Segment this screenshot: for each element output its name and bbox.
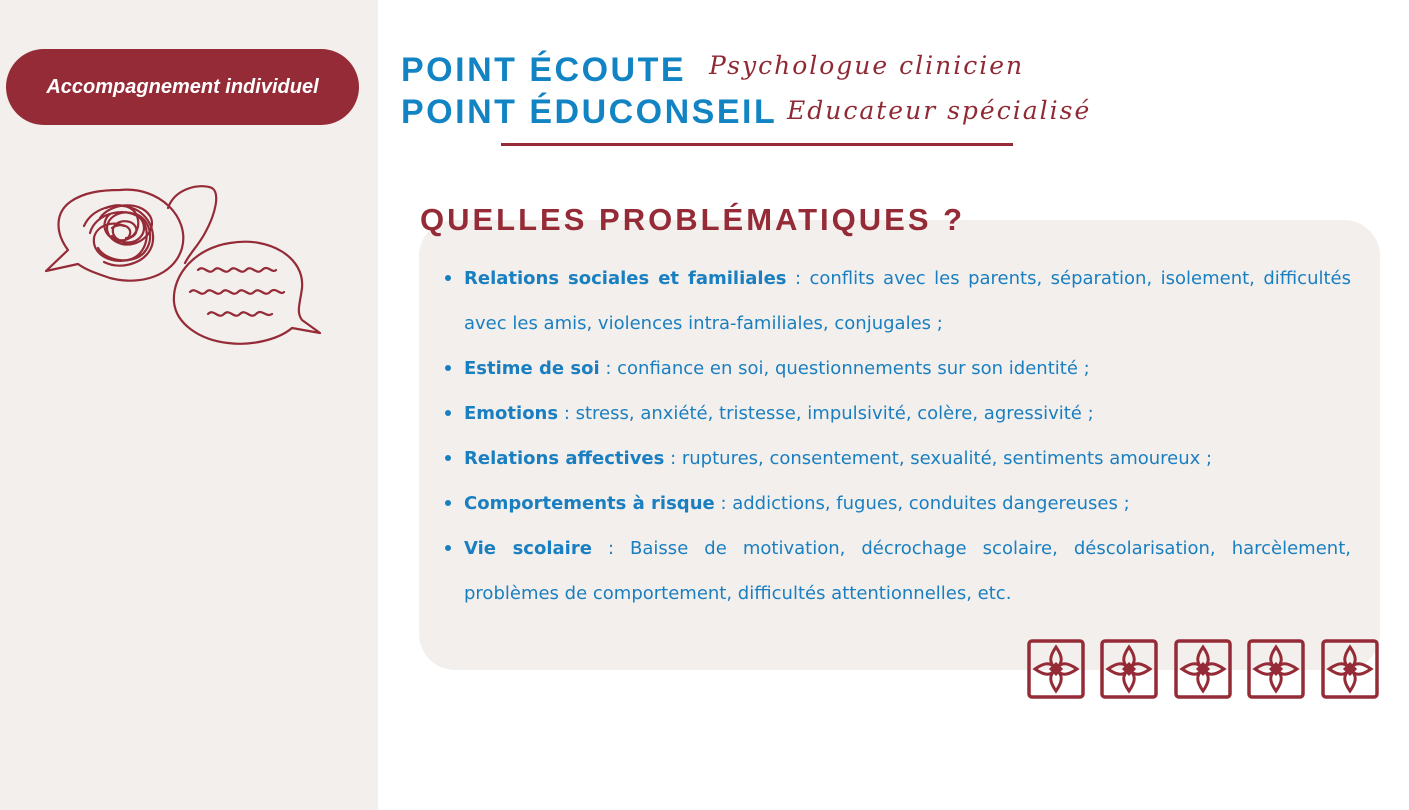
list-item (443, 391, 1351, 436)
subtitle-psychologue: Psychologue clinicien (709, 51, 1025, 80)
floral-tile-icon (1174, 639, 1232, 699)
title-underline (501, 143, 1013, 146)
list-item-text: : Baisse de motivation, décrochage scolaire, déscolarisation, harcèlement, problèmes de comportement, difficultés attentionnelles, etc. (464, 538, 1351, 604)
section-badge-label: Accompagnement individuel (46, 75, 319, 98)
list-item (443, 526, 1351, 616)
list-item-text: : confiance en soi, questionnements sur son identité ; (599, 358, 1090, 379)
tangled-speech-bubbles-icon (40, 178, 330, 353)
list-item (443, 481, 1351, 526)
list-item-term: Vie scolaire (464, 538, 592, 559)
list-item (443, 436, 1351, 481)
section-badge (6, 49, 359, 125)
list-item-term: Emotions (464, 403, 559, 424)
list-item-text: : addictions, fugues, conduites dangereuses ; (714, 493, 1130, 514)
list-item-term: Estime de soi (464, 358, 600, 379)
floral-tile-icon (1100, 639, 1158, 699)
subtitle-educateur: Educateur spécialisé (787, 96, 1092, 125)
list-item-term: Relations sociales et familiales (464, 268, 787, 289)
list-item-term: Comportements à risque (464, 493, 715, 514)
list-item-text: : ruptures, consentement, sexualité, sentiments amoureux ; (664, 448, 1213, 469)
list-item-text: : stress, anxiété, tristesse, impulsivité, colère, agressivité ; (558, 403, 1094, 424)
floral-tile-icon (1247, 639, 1305, 699)
problem-list (443, 256, 1351, 616)
sidebar (0, 0, 378, 810)
decorative-tiles (1027, 639, 1380, 699)
floral-tile-icon (1027, 639, 1085, 699)
list-item-term: Relations affectives (464, 448, 665, 469)
list-item-text: : conflits avec les parents, séparation, isolement, difficultés avec les amis, violences intra-familiales, conjugales ; (464, 268, 1351, 334)
title-point-educonseil: POINT ÉDUCONSEIL (401, 93, 778, 131)
section-heading: QUELLES PROBLÉMATIQUES ? (420, 202, 966, 237)
list-item (443, 346, 1351, 391)
list-item (443, 256, 1351, 346)
title-point-ecoute: POINT ÉCOUTE (401, 51, 687, 89)
floral-tile-icon (1321, 639, 1379, 699)
